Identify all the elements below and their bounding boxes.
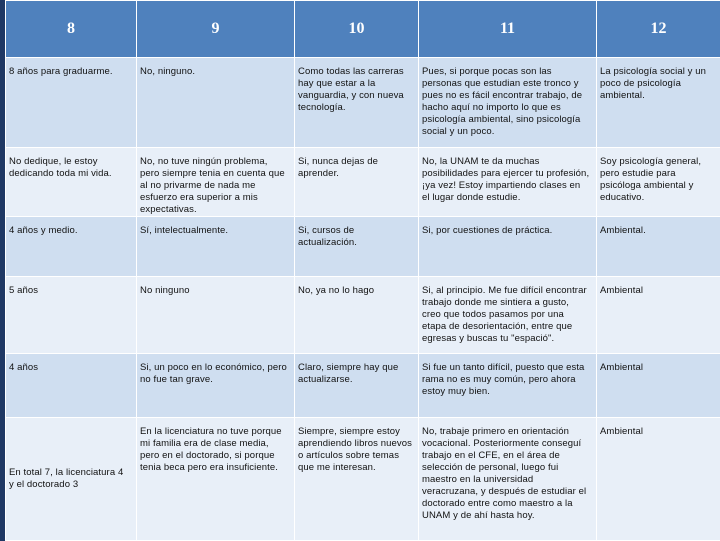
table-cell: No, no tuve ningún problema, pero siempre tenia en cuenta que al no privarme de nada me esfuerzo era superior a mis expectativas.: [137, 148, 295, 217]
responses-table: [5, 0, 720, 541]
table-cell: Si, nunca dejas de aprender.: [295, 148, 419, 217]
table-cell: Si fue un tanto difícil, puesto que esta rama no es muy común, pero ahora estoy muy bien.: [419, 354, 597, 418]
table-row: [6, 58, 720, 148]
table-cell: Como todas las carreras hay que estar a la vanguardia, y con nueva tecnología.: [295, 58, 419, 148]
table-cell: No, la UNAM te da muchas posibilidades para ejercer tu profesión, ¡ya vez! Estoy impartiendo clases en el lugar donde estudie.: [419, 148, 597, 217]
table-cell: No, trabaje primero en orientación vocacional. Posteriormente conseguí trabajo en el CFE, en el área de selección de personal, luego fui maestro en la universidad veracruzana, y después de estudiar el doctorado entre como maestro a la UNAM y de ahí hasta hoy.: [419, 418, 597, 541]
table-cell: Ambiental: [597, 418, 720, 541]
table-cell: No ninguno: [137, 277, 295, 354]
table-cell: 4 años: [6, 354, 137, 418]
table-cell: Si, un poco en lo económico, pero no fue tan grave.: [137, 354, 295, 418]
table-cell: No dedique, le estoy dedicando toda mi vida.: [6, 148, 137, 217]
table-row: [6, 354, 720, 418]
table-cell: Ambiental: [597, 354, 720, 418]
table-cell: Pues, si porque pocas son las personas que estudian este tronco y pues no es fácil encontrar trabajo, de hacho aquí no importo lo que es psicología ambiental, sino psicología social y un poco.: [419, 58, 597, 148]
column-header: 10: [295, 1, 419, 58]
table-cell: Ambiental.: [597, 217, 720, 277]
table-cell: Ambiental: [597, 277, 720, 354]
header-row: [6, 1, 720, 58]
table-cell: La psicología social y un poco de psicología ambiental.: [597, 58, 720, 148]
table-cell: En total 7, la licenciatura 4 y el doctorado 3: [6, 418, 137, 541]
table-cell: Soy psicología general, pero estudie para psicóloga ambiental y educativo.: [597, 148, 720, 217]
table-cell: 5 años: [6, 277, 137, 354]
table-row: [6, 277, 720, 354]
table-cell: 4 años y medio.: [6, 217, 137, 277]
column-header: 8: [6, 1, 137, 58]
table-cell: Siempre, siempre estoy aprendiendo libros nuevos o artículos sobre temas que me interesan.: [295, 418, 419, 541]
table-cell: Claro, siempre hay que actualizarse.: [295, 354, 419, 418]
table-cell: Si, cursos de actualización.: [295, 217, 419, 277]
table-row: [6, 148, 720, 217]
table-cell: Sí, intelectualmente.: [137, 217, 295, 277]
table-cell: Si, por cuestiones de práctica.: [419, 217, 597, 277]
table-row: [6, 217, 720, 277]
table-row: [6, 418, 720, 541]
column-header: 9: [137, 1, 295, 58]
column-header: 12: [597, 1, 720, 58]
table-cell: En la licenciatura no tuve porque mi familia era de clase media, pero en el doctorado, si porque tenia beca pero era insuficiente.: [137, 418, 295, 541]
table-cell: No, ninguno.: [137, 58, 295, 148]
table-cell: No, ya no lo hago: [295, 277, 419, 354]
column-header: 11: [419, 1, 597, 58]
table-cell: 8 años para graduarme.: [6, 58, 137, 148]
table-cell: Si, al principio. Me fue difícil encontrar trabajo donde me sintiera a gusto, creo que todos pasamos por una etapa de desorientación, entre que egresas y buscas tu "espació".: [419, 277, 597, 354]
